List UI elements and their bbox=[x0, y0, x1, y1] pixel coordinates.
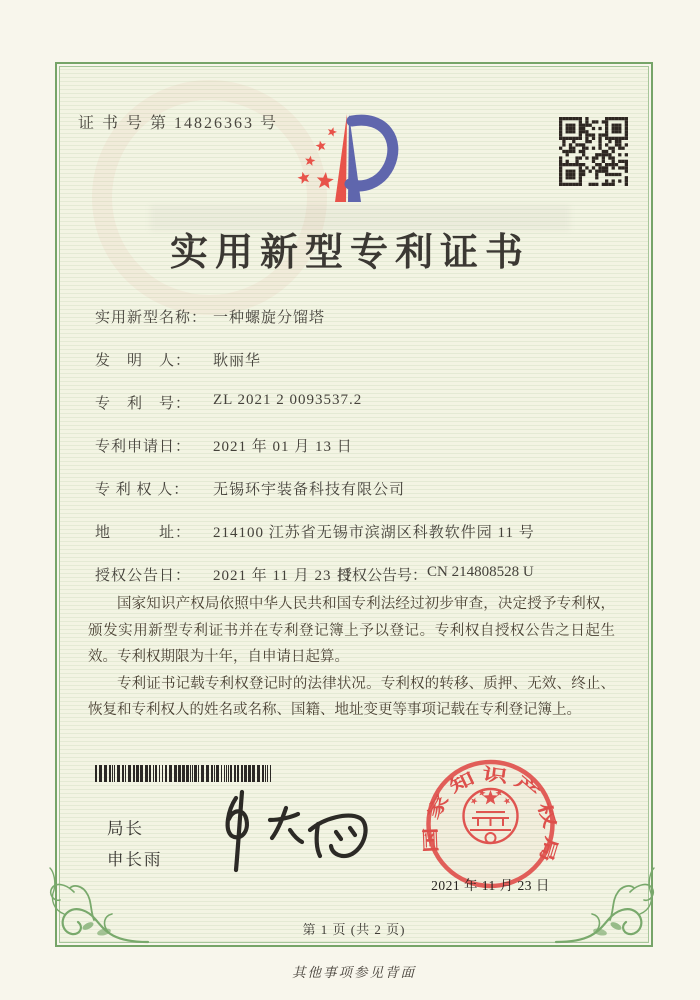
field-row-filing-date bbox=[95, 435, 625, 478]
legal-text bbox=[88, 591, 615, 724]
field-value: 2021 年 01 月 13 日 bbox=[213, 439, 353, 455]
field-label: 专 利 号： bbox=[95, 396, 192, 412]
director-title: 局长 bbox=[107, 820, 144, 838]
field-label: 发 明 人： bbox=[95, 353, 192, 369]
field-value: 耿丽华 bbox=[213, 353, 262, 369]
page-number: 第 1 页 (共 2 页) bbox=[302, 922, 406, 937]
field-label: 专利申请日： bbox=[95, 439, 192, 455]
field-value: 一种螺旋分馏塔 bbox=[213, 310, 326, 326]
field-row-address bbox=[95, 521, 625, 564]
director-signature bbox=[198, 786, 373, 876]
legal-paragraph: 国家知识产权局依照中华人民共和国专利法经过初步审查，决定授予专利权，颁发实用新型专利证书并在专利登记簿上予以登记。专利权自授权公告之日起生效。专利权期限为十年，自申请日起算。 bbox=[88, 596, 615, 665]
field-list bbox=[95, 306, 625, 607]
certificate-number: 证 书 号 第 14826363 号 bbox=[78, 115, 279, 132]
field-label: 授权公告日： bbox=[95, 568, 192, 584]
director-name: 申长雨 bbox=[107, 851, 163, 869]
cnipa-patent-logo-icon bbox=[292, 106, 412, 216]
field-value: 214100 江苏省无锡市滨湖区科教软件园 11 号 bbox=[213, 525, 535, 541]
field-label: 地 址： bbox=[95, 525, 192, 541]
field-label: 专 利 权 人： bbox=[95, 482, 190, 498]
corner-flourish-icon bbox=[554, 862, 660, 948]
seal-date: 2021 年 11 月 23 日 bbox=[431, 878, 550, 893]
field-row-inventor bbox=[95, 349, 625, 392]
back-note: 其他事项参见背面 bbox=[292, 965, 416, 980]
barcode bbox=[95, 765, 277, 782]
seal-text: 国家知识产权局 bbox=[421, 764, 562, 861]
field-row-name bbox=[95, 306, 625, 349]
field-row-patentee bbox=[95, 478, 625, 521]
field-row-patent-number bbox=[95, 392, 625, 435]
corner-flourish-icon bbox=[44, 862, 150, 948]
cnipa-official-seal bbox=[418, 752, 563, 902]
qr-code bbox=[559, 117, 628, 186]
legal-paragraph: 专利证书记载专利权登记时的法律状况。专利权的转移、质押、无效、终止、恢复和专利权人的姓名或名称、国籍、地址变更等事项记载在专利登记簿上。 bbox=[88, 675, 615, 718]
field-value: 2021 年 11 月 23 日 bbox=[213, 568, 353, 584]
field-label: 实用新型名称： bbox=[95, 310, 208, 326]
field-label: 授权公告号： bbox=[337, 568, 428, 584]
field-value: ZL 2021 2 0093537.2 bbox=[213, 392, 363, 408]
field-value: 无锡环宇装备科技有限公司 bbox=[213, 482, 406, 498]
field-value: CN 214808528 U bbox=[427, 564, 534, 580]
field-grant-number bbox=[337, 564, 534, 585]
certificate-title: 实用新型专利证书 bbox=[169, 232, 530, 274]
